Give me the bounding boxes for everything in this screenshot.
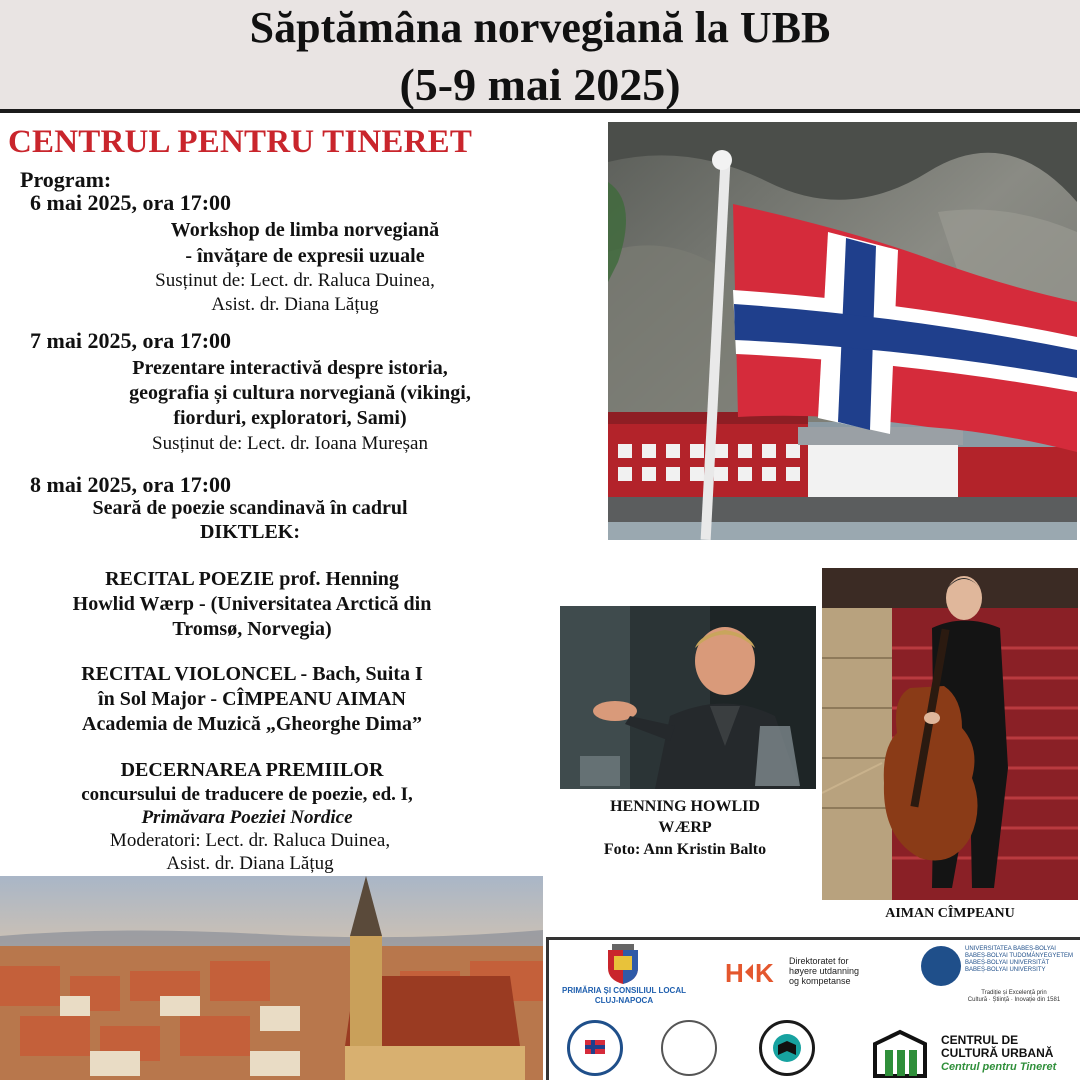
svg-text:K: K [755,958,774,986]
event-1-speaker-line2: Asist. dr. Diana Lățug [211,294,379,315]
event-1-speaker-line1: Susținut de: Lect. dr. Raluca Duinea, [155,270,435,291]
moderators-line1: Moderatori: Lect. dr. Raluca Duinea, [109,830,391,851]
ccu-line1: CENTRUL DE [941,1033,1019,1047]
faculty-of-letters-logo-icon [759,1020,815,1076]
moderators-line2: Asist. dr. Diana Lățug [166,853,334,874]
recital-cello-line3: Academia de Muzică „Gheorghe Dima” [82,713,422,735]
event-2-date: 7 mai 2025, ora 17:00 [30,328,232,353]
ubb-seal-icon [921,946,961,986]
program-label: Program: [20,167,112,192]
event-1-title-line1: Workshop de limba norvegiană [170,219,440,241]
primaria-line2: CLUJ-NAPOCA [594,996,654,1005]
event-2-title-line1: Prezentare interactivă despre istoria, [132,357,448,379]
awards-title: DECERNAREA PREMIILOR [120,759,384,781]
recital-poetry-line1: RECITAL POEZIE prof. Henning [105,568,399,590]
hkdir-line1: Direktoratet for [789,956,849,966]
cluj-coat-of-arms-icon [604,944,642,984]
partner-logos [546,937,1080,1080]
ubb-line1: UNIVERSITATEA BABEȘ-BOLYAI [965,946,1056,952]
henning-caption-line2: WÆRP [658,819,712,836]
page-dates: (5-9 mai 2025) [399,59,681,110]
recital-cello-line1: RECITAL VIOLONCEL - Bach, Suita I [81,663,423,685]
hkdir-logo-icon [725,958,783,986]
centre-title: CENTRUL PENTRU TINERET [8,124,473,160]
event-1-date: 6 mai 2025, ora 17:00 [30,190,232,215]
awards-line2: concursului de traducere de poezie, ed. I, [81,784,413,805]
event-3-date: 8 mai 2025, ora 17:00 [30,472,232,497]
ccu-line3: Centrul pentru Tineret [941,1061,1057,1073]
ccu-building-icon [871,1028,929,1078]
event-1-title-line2: - învățare de expresii uzuale [185,245,425,267]
recital-poetry-line3: Tromsø, Norvegia) [172,618,332,640]
henning-howlid-waerp-photo [560,606,816,789]
awards-line3: Primăvara Poeziei Nordice [141,807,353,828]
henning-caption-line1: HENNING HOWLID [610,798,760,815]
event-3-title-line2: DIKTLEK: [199,521,301,543]
norway-flag-photo [608,122,1077,540]
aiman-campeanu-photo [822,568,1078,900]
recital-cello-line2: în Sol Major - CÎMPEANU AIMAN [98,688,406,710]
header-banner [0,0,1080,113]
recital-poetry-line2: Howlid Wærp - (Universitatea Arctică din [72,593,432,615]
cluj-city-photo [0,876,543,1080]
ubb-line2: BABEȘ-BOLYAI TUDOMÁNYEGYETEM [965,953,1074,959]
ubb-line4: BABEȘ-BOLYAI UNIVERSITY [965,967,1046,973]
ubb-motto-line2: Cultură · Știință · Inovație din 1581 [967,997,1061,1003]
aiman-caption: AIMAN CÎMPEANU [885,906,1015,921]
ccu-line2: CULTURĂ URBANĂ [941,1046,1054,1060]
hkdir-line2: høyere utdanning [789,966,860,976]
diktlek-logo-icon [661,1020,717,1076]
scandinavian-dept-logo-icon [567,1020,623,1076]
svg-text:H: H [725,958,744,986]
event-2-speaker: Susținut de: Lect. dr. Ioana Mureșan [152,433,428,454]
event-2-title-line2: geografia și cultura norvegiană (vikingi, [129,382,471,404]
page-title: Săptămâna norvegiană la UBB [249,3,831,52]
event-2-title-line3: fiorduri, exploratori, Sami) [173,407,407,429]
primaria-line1: PRIMĂRIA ȘI CONSILIUL LOCAL [562,986,686,995]
ubb-motto-line1: Tradiție și Excelență prin [981,990,1047,996]
event-3-title-line1: Seară de poezie scandinavă în cadrul [92,497,408,519]
photo-credit: Foto: Ann Kristin Balto [603,841,767,858]
hkdir-line3: og kompetanse [789,976,851,986]
ubb-line3: BABEȘ-BOLYAI UNIVERSITÄT [965,960,1050,966]
